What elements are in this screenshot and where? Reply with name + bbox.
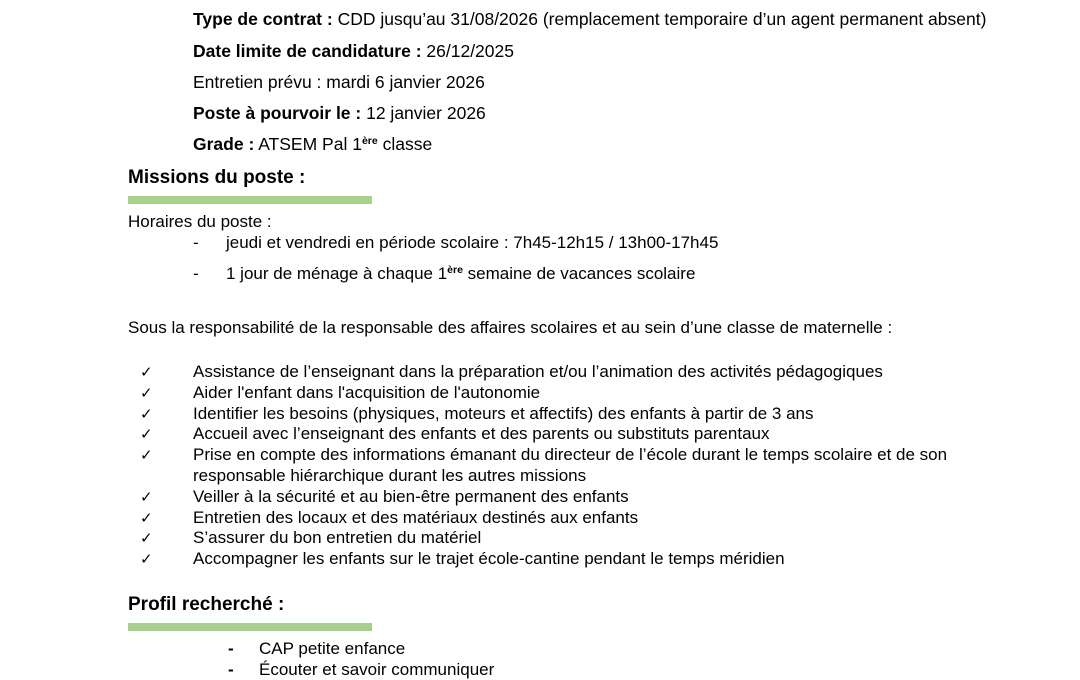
checkmark-icon: ✓ [140,529,153,548]
deadline-label: Date limite de candidature : [193,41,422,61]
checkmark-icon: ✓ [140,404,153,423]
task-text: Assistance de l’enseignant dans la préparation et/ou l’animation des activités pédagogiques [193,362,883,381]
profile-underline-bar [128,623,372,631]
start-date-label: Poste à pourvoir le : [193,103,362,123]
missions-intro: Sous la responsabilité de la responsable des affaires scolaires et au sein d’une classe de maternelle : [128,318,893,337]
task-text: Veiller à la sécurité et au bien-être permanent des enfants [193,486,629,506]
list-item [140,528,1020,549]
interview-text: Entretien prévu : mardi 6 janvier 2026 [193,72,485,92]
grade-value-sup: ère [361,135,378,147]
grade-label: Grade : [193,134,255,154]
contract-type-line [193,9,986,29]
task-text: Aider l'enfant dans l'acquisition de l'autonomie [193,382,541,402]
interview-line [193,72,485,92]
checkmark-icon: ✓ [140,487,153,506]
task-text: Identifier les besoins (physiques, moteurs et affectifs) des enfants à partir de 3 ans [193,403,814,423]
checkmark-icon: ✓ [140,383,153,402]
task-text: Accueil avec l’enseignant des enfants et des parents ou substituts parentaux [193,424,770,444]
start-date-line [193,103,486,123]
profile-title: Profil recherché : [128,594,285,615]
checkmark-icon: ✓ [140,363,153,381]
deadline-line [193,41,514,61]
missions-underline-bar [128,196,372,204]
contract-type-value: CDD jusqu’au 31/08/2026 (remplacement temporaire d’un agent permanent absent) [337,9,987,29]
list-item [140,362,1020,383]
hours-item-1-text: jeudi et vendredi en période scolaire : 7h45-12h15 / 13h00-17h45 [226,233,719,252]
missions-title: Missions du poste : [128,167,306,188]
checkmark-icon: ✓ [140,446,153,465]
list-item [140,508,1020,529]
hours-item-2-prefix: 1 jour de ménage à chaque 1 [226,264,448,283]
hours-item-2-suffix: semaine de vacances scolaire [467,264,696,283]
profile-item-1-dash: - [228,639,234,658]
list-item [140,424,1020,445]
list-item [140,445,1020,487]
grade-line [193,134,432,154]
deadline-value: 26/12/2025 [426,41,514,61]
task-list [140,362,1020,570]
list-item [140,487,1020,508]
profile-item-2-text: Écouter et savoir communiquer [259,660,495,679]
task-text: Entretien des locaux et des matériaux destinés aux enfants [193,507,639,527]
grade-value-suffix: classe [382,134,433,154]
grade-value-prefix: ATSEM Pal 1 [258,134,362,154]
task-text: Accompagner les enfants sur le trajet école-cantine pendant le temps méridien [193,549,785,569]
hours-item-2-sup: ère [447,264,463,276]
hours-item-2-dash: - [193,264,199,283]
profile-item-2-dash: - [228,660,234,679]
profile-item-1-text: CAP petite enfance [259,639,406,658]
list-item [140,383,1020,404]
task-text: Prise en compte des informations émanant du directeur de l’école durant le temps scolaire et de son responsable hiérarchique durant les autres missions [193,445,948,485]
list-item [140,549,1020,570]
list-item [140,404,1020,425]
task-text: S’assurer du bon entretien du matériel [193,528,482,548]
checkmark-icon: ✓ [140,508,153,527]
hours-item-1-dash: - [193,233,199,252]
hours-label: Horaires du poste : [128,212,272,231]
checkmark-icon: ✓ [140,425,153,444]
hours-item-2-text [226,264,695,284]
contract-type-label: Type de contrat : [193,9,333,29]
start-date-value: 12 janvier 2026 [366,103,486,123]
checkmark-icon: ✓ [140,550,153,569]
